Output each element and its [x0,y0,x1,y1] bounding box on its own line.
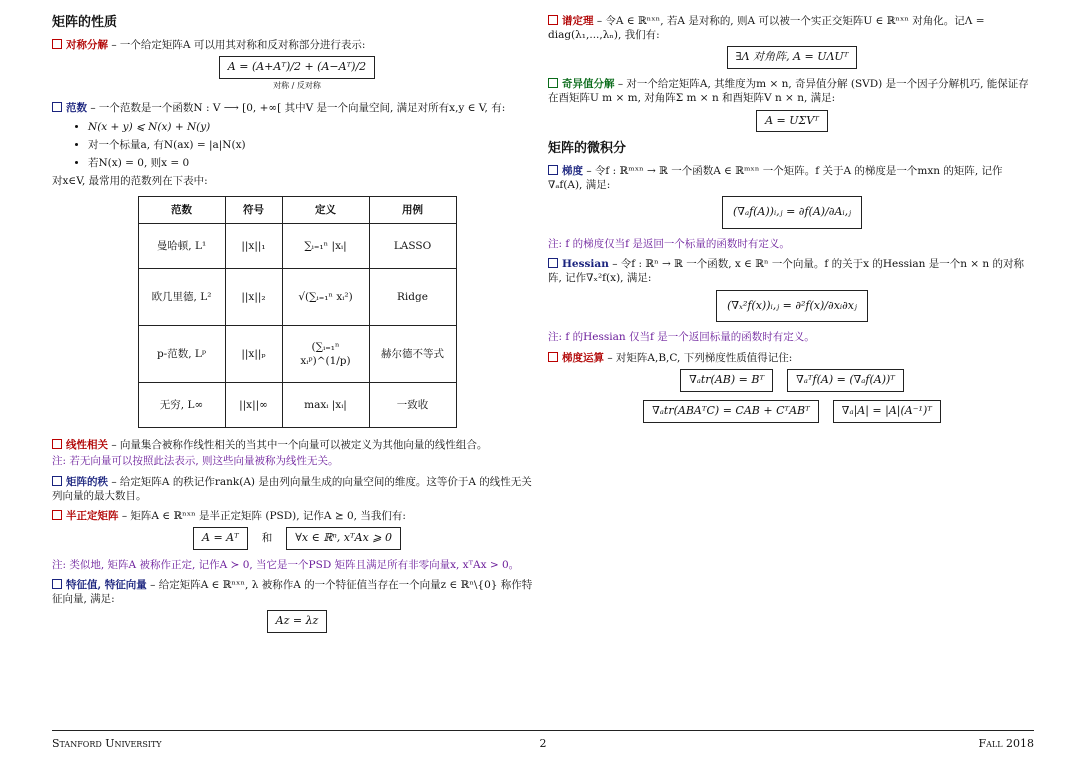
term-title: 对称分解 [66,38,108,51]
term-title: 线性相关 [66,439,108,452]
note-text: 注: 若无向量可以按照此法表示, 则这些向量被称为线性无关。 [52,455,339,468]
term-text: – 给定矩阵A ∈ ℝⁿˣⁿ, λ 被称作A 的一个特征值当存在一个向量z ∈ ℝⁿ\{0} 称作特征向量, 满足: [52,579,533,606]
term-text: – 给定矩阵A 的秩记作rank(A) 是由列向量生成的向量空间的维度。这等价于A 的线性无关列向量的最大数目。 [52,475,532,502]
left-column [52,14,542,641]
table-cell: 一致收 [369,383,456,428]
term-text: – 向量集合被称作线性相关的当其中一个向量可以被定义为其他向量的线性组合。 [108,439,488,452]
formula-box: (∇ₐf(A))ᵢ,ⱼ = ∂f(A)/∂Aᵢ,ⱼ [722,196,862,229]
checkbox-icon [548,165,558,175]
checkbox-icon [52,579,62,589]
note-text: 注: 类似地, 矩阵A 被称作正定, 记作A ≻ 0, 当它是一个PSD 矩阵且满足所有非零向量x, xᵀAx > 0。 [52,558,520,571]
term-text: – 对一个给定矩阵A, 其维度为m × n, 奇异值分解 (SVD) 是一个因子分解机巧, 能保证存在酉矩阵U m × m, 对角阵Σ m × n 和酉矩阵V n × n, 满足: [548,78,1029,105]
formula-box: ∇ₐ|A| = |A|(A⁻¹)ᵀ [833,400,941,423]
right-column [548,14,1036,431]
table-cell: p-范数, Lᵖ [138,326,225,383]
term-text: – 令A ∈ ℝⁿˣⁿ, 若A 是对称的, 则A 可以被一个实正交矩阵U ∈ ℝⁿˣⁿ 对角化。记Λ = diag(λ₁,...,λₙ), 我们有: [548,15,985,42]
term-title: Hessian [562,258,609,271]
checkbox-icon [52,439,62,449]
footer-term: Fall 2018 [978,737,1034,750]
term-title: 矩阵的秩 [66,475,108,488]
formula-box: Az = λz [267,610,328,633]
list-item: • 对一个标量a, 有N(ax) = |a|N(x) [88,138,542,152]
table-cell: ||x||₁ [225,224,282,269]
term-title: 奇异值分解 [562,78,615,91]
table-cell: 赫尔德不等式 [369,326,456,383]
formula-box: ∀x ∈ ℝⁿ, xᵀAx ⩾ 0 [286,527,401,550]
formula-box: A = Aᵀ [193,527,248,550]
section-heading: 矩阵的微积分 [548,141,627,157]
checkbox-icon [548,15,558,25]
column-header: 符号 [225,197,282,224]
symmetric-decomposition [52,38,542,92]
norm-table-intro: 对x∈V, 最常用的范数列在下表中: [52,175,208,188]
term-text: – 一个给定矩阵A 可以用其对称和反对称部分进行表示: [108,38,366,51]
term-title: 谱定理 [562,15,594,27]
table-cell: √(∑ᵢ₌₁ⁿ xᵢ²) [282,269,369,326]
spectral-theorem [548,14,1036,69]
table-cell: LASSO [369,224,456,269]
term-text: – 矩阵A ∈ ℝⁿˣⁿ 是半正定矩阵 (PSD), 记作A ⪰ 0, 当我们有: [118,509,406,522]
formula-box: ∇ₐtr(ABAᵀC) = CAB + CᵀABᵀ [643,400,819,423]
term-title: 范数 [66,102,87,115]
term-text: – 令f : ℝⁿ → ℝ 一个函数, x ∈ ℝⁿ 一个向量。f 的关于x 的Hessian 是一个n × n 的对称阵, 记作∇ₓ²f(x), 满足: [548,258,1025,285]
note-text: 注: f 的梯度仅当f 是返回一个标量的函数时有定义。 [548,238,790,251]
table-cell: 无穷, L∞ [138,383,225,428]
term-title: 梯度运算 [562,351,604,364]
table-cell: (∑ᵢ₌₁ⁿ xᵢᵖ)^(1/p) [282,326,369,383]
norm-properties-list [52,120,542,171]
gradient-operations [548,351,1036,423]
checkbox-icon [52,510,62,520]
checkbox-icon [52,476,62,486]
conjunction-text: 和 [261,532,273,545]
norm-table [138,196,457,428]
formula-box: ∇ₐᵀf(A) = (∇ₐf(A))ᵀ [787,369,904,392]
table-cell: maxᵢ |xᵢ| [282,383,369,428]
footer-institution: Stanford University [52,737,162,750]
term-title: 特征值, 特征向量 [66,579,147,592]
formula-box: ∇ₐtr(AB) = Bᵀ [680,369,773,392]
table-cell: 欧几里德, L² [138,269,225,326]
gradient [548,164,1036,251]
eigen-values-vectors [52,578,542,633]
table-cell: ||x||₂ [225,269,282,326]
checkbox-icon [548,258,558,268]
checkbox-icon [52,39,62,49]
column-header: 用例 [369,197,456,224]
term-text: – 令f : ℝᵐˣⁿ → ℝ 一个函数A ∈ ℝᵐˣⁿ 一个矩阵。f 关于A 的梯度是一个mxn 的矩阵, 记作∇ₐf(A), 满足: [548,164,1003,192]
linear-dependence [52,438,542,468]
table-cell: Ridge [369,269,456,326]
table-row [138,383,456,428]
formula-box: (∇ₓ²f(x))ᵢ,ⱼ = ∂²f(x)/∂xᵢ∂xⱼ [716,290,868,323]
column-header: 范数 [138,197,225,224]
formula-box: A = (A+Aᵀ)/2 + (A−Aᵀ)/2 [219,56,375,79]
svd [548,77,1036,132]
norm-definition [52,101,542,188]
column-header: 定义 [282,197,369,224]
term-title: 半正定矩阵 [66,509,119,522]
table-cell: ∑ᵢ₌₁ⁿ |xᵢ| [282,224,369,269]
list-item: • N(x + y) ⩽ N(x) + N(y) [88,120,542,134]
formula-box: A = UΣVᵀ [756,110,828,133]
list-item: • 若N(x) = 0, 则x = 0 [88,156,542,170]
table-cell: 曼哈顿, L¹ [138,224,225,269]
checkbox-icon [52,102,62,112]
table-header-row [138,197,456,224]
table-cell: ||x||∞ [225,383,282,428]
table-row [138,269,456,326]
note-text: 注: f 的Hessian 仅当f 是一个返回标量的函数时有定义。 [548,331,815,344]
table-row [138,224,456,269]
term-text: – 对矩阵A,B,C, 下列梯度性质值得记住: [604,351,793,364]
section-heading: 矩阵的性质 [52,15,118,30]
matrix-rank [52,475,542,503]
positive-semidefinite [52,509,542,572]
formula-labels: 对称 / 反对称 [273,80,321,90]
table-cell: ||x||ₚ [225,326,282,383]
term-title: 梯度 [562,164,583,177]
page-footer [52,730,1034,750]
checkbox-icon [548,352,558,362]
formula-box: ∃Λ 对角阵, A = UΛUᵀ [727,46,858,69]
table-row [138,326,456,383]
page-number: 2 [539,737,547,750]
hessian [548,257,1036,344]
term-text: – 一个范数是一个函数N : V ⟶ [0, +∞[ 其中V 是一个向量空间, 满足对所有x,y ∈ V, 有: [87,102,506,115]
checkbox-icon [548,78,558,88]
